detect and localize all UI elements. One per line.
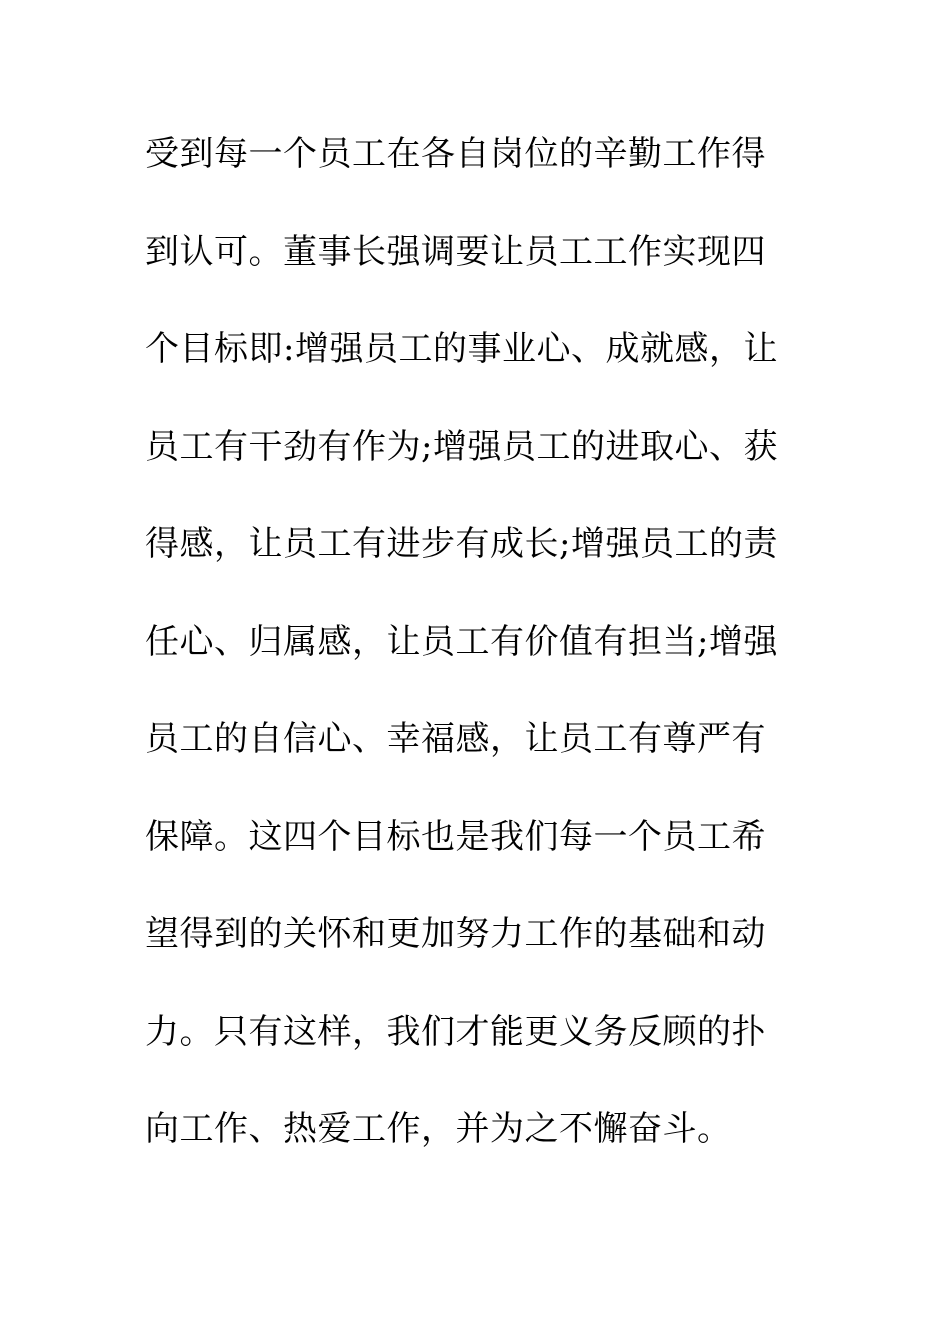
text-line-10: 力。只有这样，我们才能更义务反顾的扑 bbox=[145, 1011, 766, 1052]
text-line-1: 受到每一个员工在各自岗位的辛勤工作得 bbox=[145, 134, 766, 174]
text-line-7: 员工的自信心、幸福感，让员工有尊严有 bbox=[145, 719, 766, 759]
text-line-11: 向工作、热爱工作，并为之不懈奋斗。 bbox=[145, 1109, 732, 1149]
text-line-5: 得感，让员工有进步有成长;增强员工的责 bbox=[145, 524, 778, 564]
text-line-3: 个目标即:增强员工的事业心、成就感，让 bbox=[145, 329, 778, 369]
text-line-4: 员工有干劲有作为;增强员工的进取心、获 bbox=[145, 426, 778, 467]
body-text bbox=[145, 126, 825, 1199]
text-line-8: 保障。这四个目标也是我们每一个员工希 bbox=[145, 816, 766, 857]
text-line-9: 望得到的关怀和更加努力工作的基础和动 bbox=[145, 914, 766, 954]
text-line-6: 任心、归属感，让员工有价值有担当;增强 bbox=[145, 621, 778, 662]
text-line-2: 到认可。董事长强调要让员工工作实现四 bbox=[145, 231, 766, 272]
